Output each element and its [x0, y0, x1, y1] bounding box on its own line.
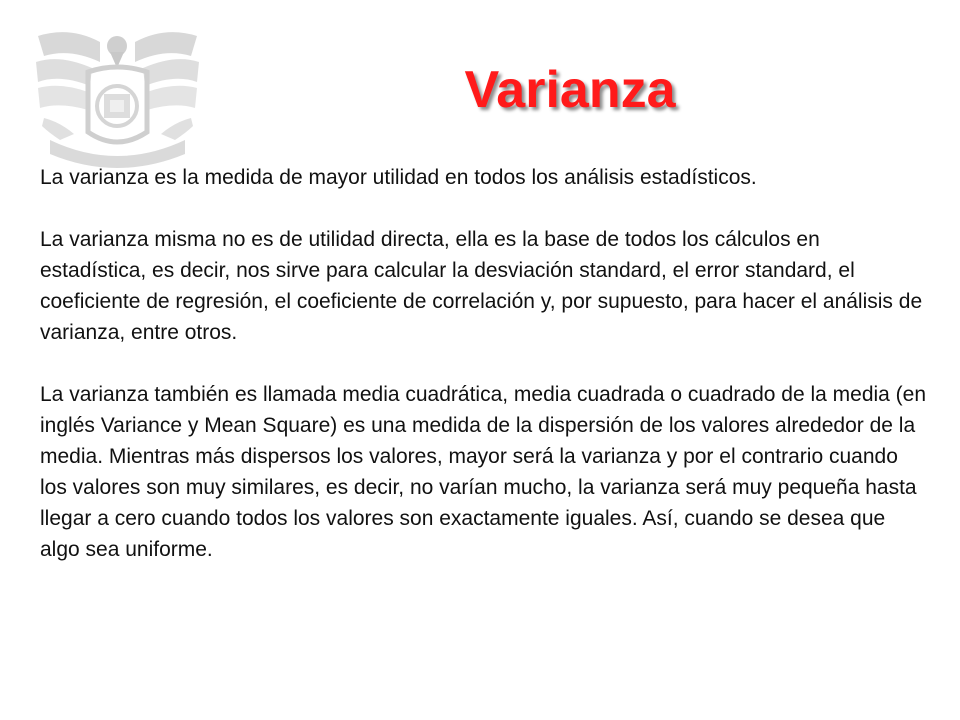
paragraph-1: La varianza es la medida de mayor utilidad en todos los análisis estadísticos. — [40, 166, 757, 189]
paragraph-2: La varianza misma no es de utilidad directa, ella es la base de todos los cálculos en estadística, es decir, nos sirve para calcular la desviación standard, el error standard, el coeficiente de regresión, el coeficiente de correlación y, por supuesto, para hacer el análisis de varianza, entre otros. — [40, 228, 923, 344]
university-seal-icon — [30, 22, 205, 170]
paragraph-3: La varianza también es llamada media cuadrática, media cuadrada o cuadrado de la media (en inglés Variance y Mean Square) es una medida de la dispersión de los valores alrededor de la media. Mientras más dispersos los valores, mayor será la varianza y por el contrario cuando los valores son muy similares, es decir, no varían mucho, la varianza será muy pequeña hasta llegar a cero cuando todos los valores son exactamente iguales. Así, cuando se desea que algo sea uniforme. — [40, 383, 927, 561]
slide-title: Varianza — [464, 61, 676, 119]
slide-body — [40, 162, 930, 565]
